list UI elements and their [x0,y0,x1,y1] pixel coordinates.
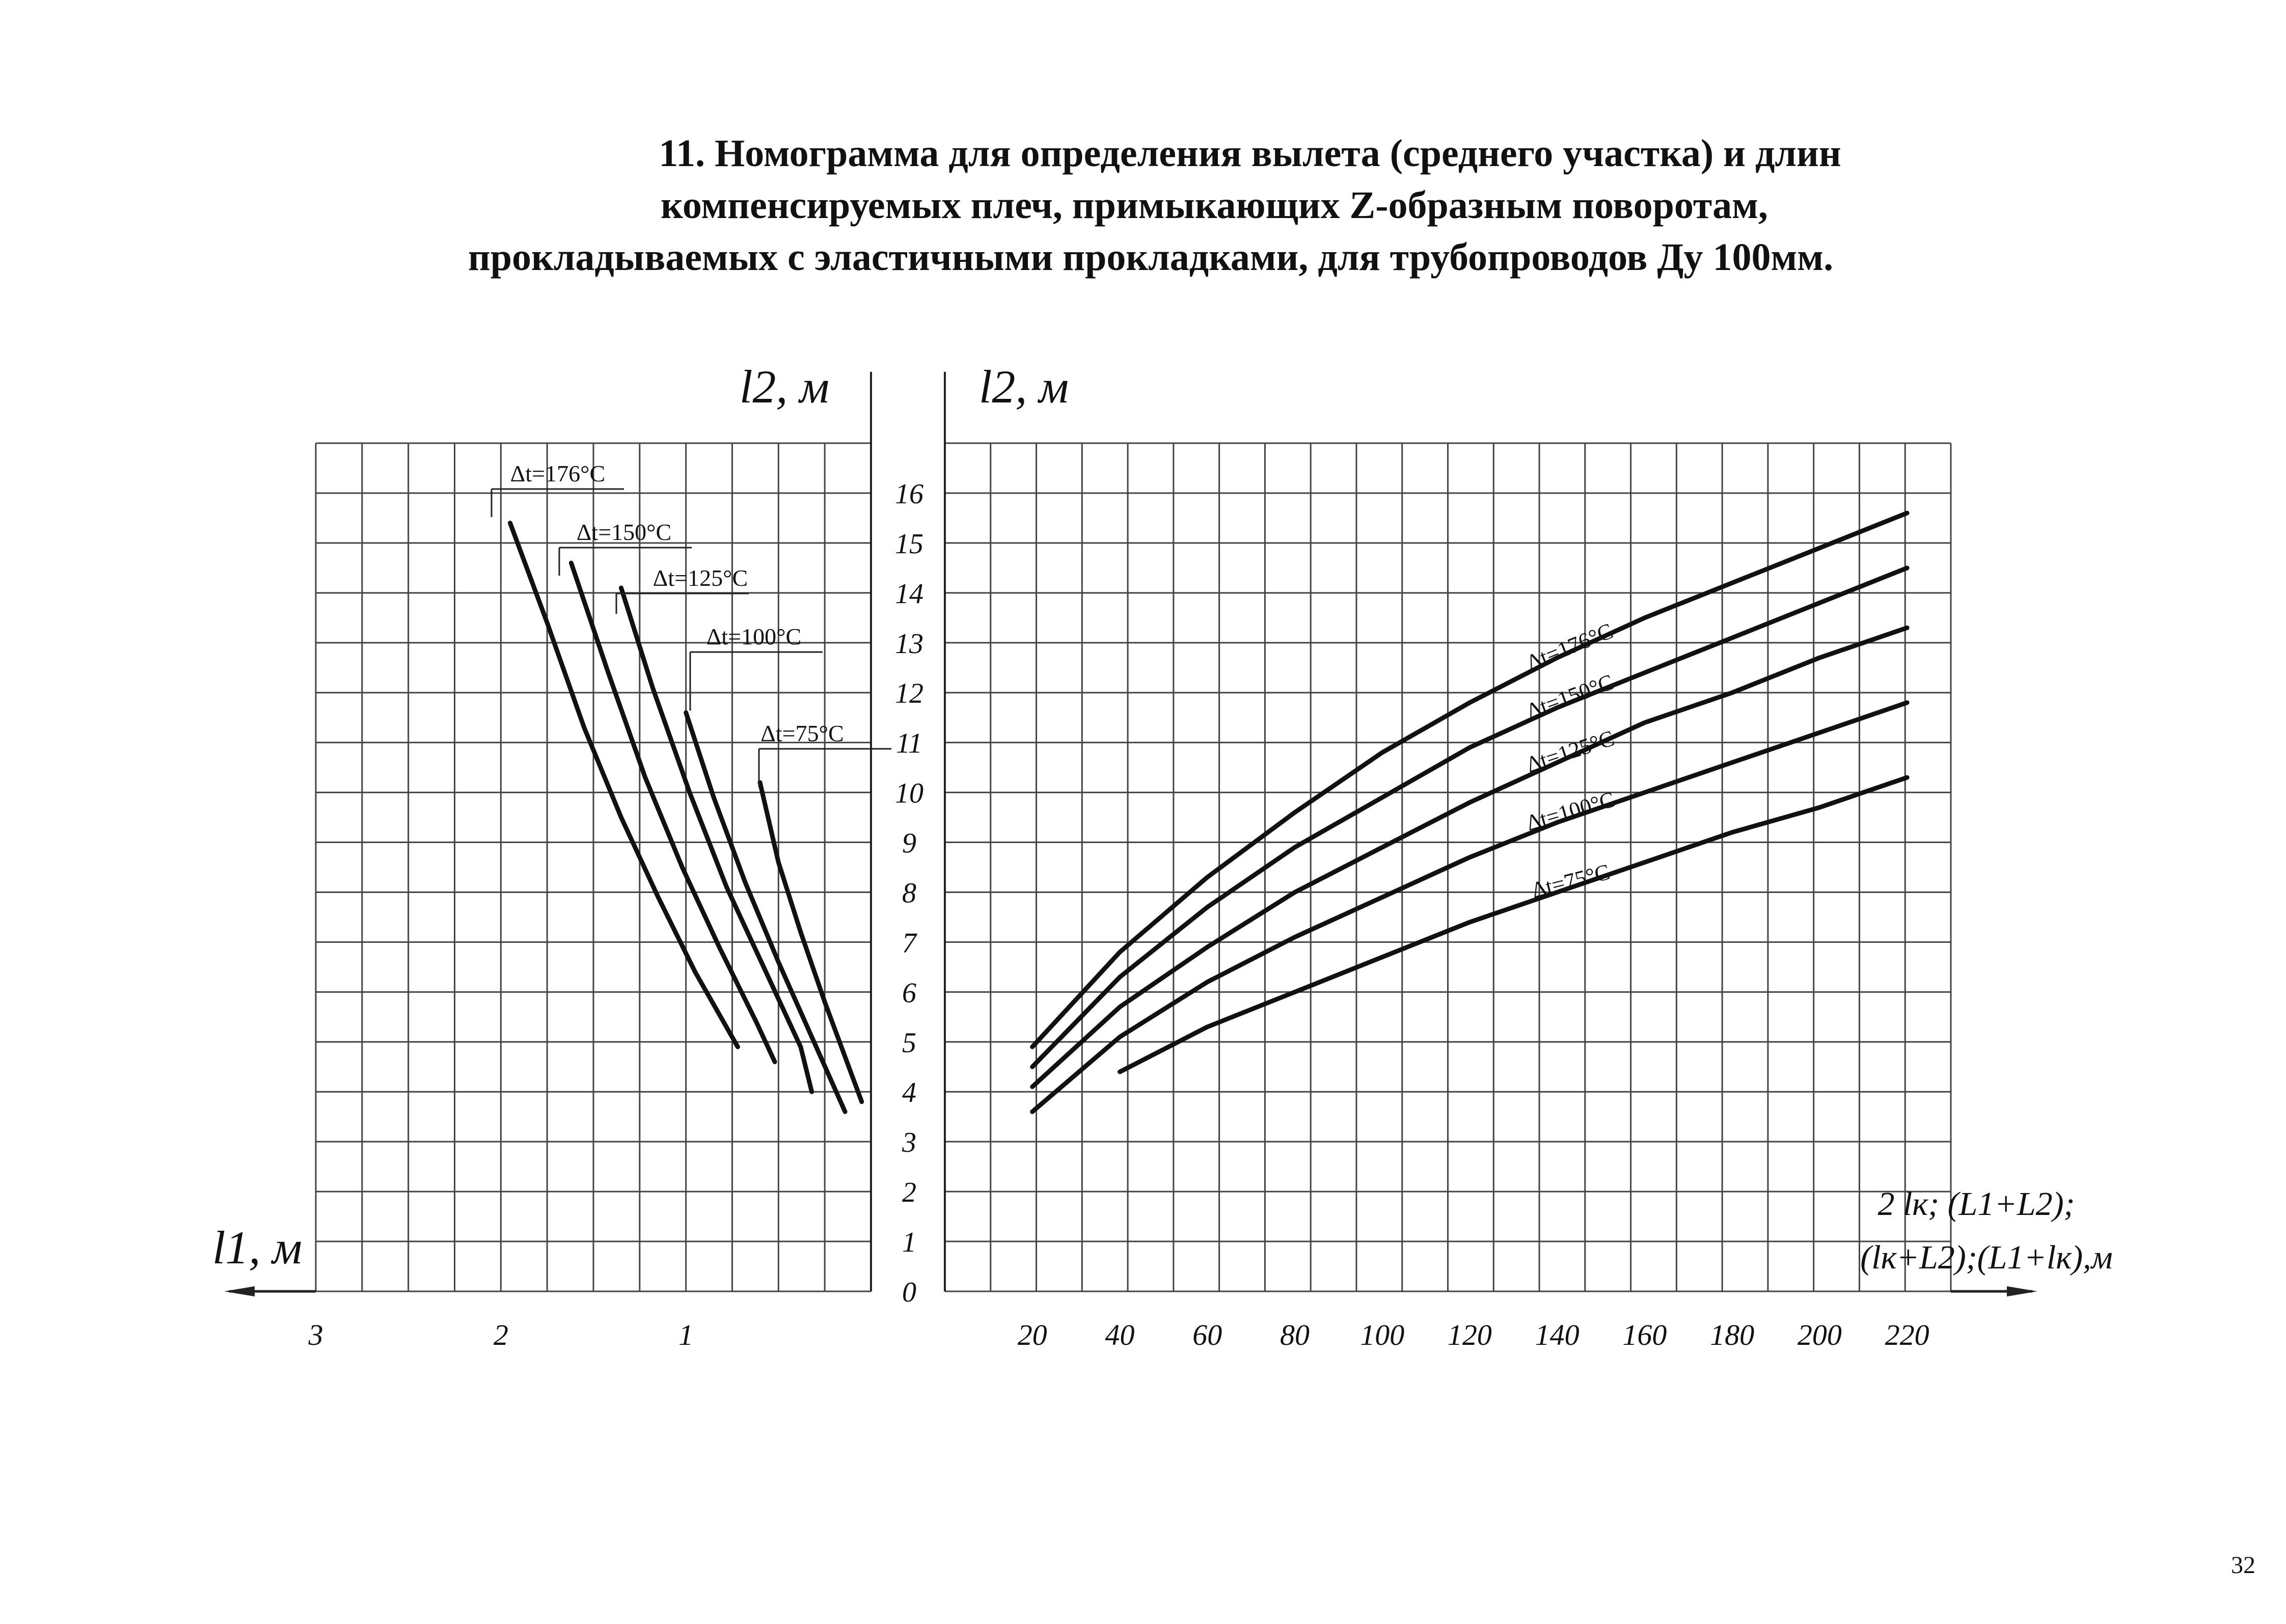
right-x-tick-label: 40 [1105,1318,1135,1351]
left-curve-2 [621,588,812,1092]
right-x-tick-label: 80 [1280,1318,1310,1351]
title-line-1: 11. Номограмма для определения вылета (среднего участка) и длин [659,132,1841,175]
left-y-axis-label: l2, м [739,361,830,413]
y-tick-label: 13 [895,628,923,660]
right-x-tick-label: 100 [1360,1318,1405,1351]
y-tick-label: 14 [895,578,923,610]
right-x-tick-label: 60 [1192,1318,1222,1351]
left-series-label: Δt=176°C [510,461,606,486]
y-tick-label: 12 [895,678,923,710]
left-curve-3 [686,713,845,1112]
right-series-label: Δt=75°C [1529,859,1613,903]
right-x-axis-label-line-1: 2 lк; (L1+L2); [1877,1185,2075,1223]
left-x-tick-label: 1 [678,1318,694,1351]
y-tick-label: 4 [902,1077,916,1109]
title-line-3: прокладываемых с эластичными прокладками, для трубопроводов Ду 100мм. [468,236,1834,279]
left-series-label: Δt=100°C [706,624,802,649]
y-tick-label: 11 [896,727,922,760]
right-curve-4 [1120,777,1908,1072]
page-number: 32 [2231,1552,2255,1579]
right-x-axis-label-line-2: (lк+L2);(L1+lк),м [1860,1239,2113,1276]
y-tick-label: 16 [895,478,923,510]
l1-axis-arrow-icon [224,1286,255,1296]
right-x-tick-label: 120 [1447,1318,1492,1351]
y-tick-label: 9 [902,827,916,859]
right-x-tick-label: 200 [1797,1318,1842,1351]
right-x-tick-label: 160 [1622,1318,1667,1351]
y-tick-label: 2 [902,1177,916,1209]
left-series-label: Δt=150°C [576,519,672,545]
right-y-axis-label: l2, м [978,361,1069,413]
y-tick-label: 1 [902,1227,916,1259]
right-series-label: Δt=100°C [1523,787,1618,836]
y-tick-label: 7 [902,927,916,959]
y-tick-label: 5 [902,1027,916,1059]
y-tick-label: 3 [902,1127,916,1159]
right-x-tick-label: 180 [1710,1318,1755,1351]
y-tick-label: 6 [902,977,916,1009]
left-x-tick-label: 3 [308,1318,323,1351]
y-tick-label: 10 [895,777,923,809]
y-tick-label: 8 [902,877,916,909]
left-series-label: Δt=75°C [760,720,844,746]
left-x-tick-label: 2 [493,1318,508,1351]
right-series-label: Δt=125°C [1523,725,1618,777]
x-axis-arrow-icon [2007,1286,2037,1296]
right-x-tick-label: 220 [1885,1318,1929,1351]
title-line-2: компенсируемых плеч, примыкающих Z-образным поворотам, [661,184,1768,227]
right-series-label: Δt=150°C [1523,669,1617,724]
y-tick-label: 15 [895,528,923,560]
left-x-axis-label: l1, м [212,1222,303,1274]
right-x-tick-label: 20 [1017,1318,1047,1351]
right-series-label: Δt=176°C [1522,618,1617,675]
y-tick-label: 0 [902,1277,916,1308]
right-x-tick-label: 140 [1535,1318,1580,1351]
left-series-label: Δt=125°C [652,565,748,591]
